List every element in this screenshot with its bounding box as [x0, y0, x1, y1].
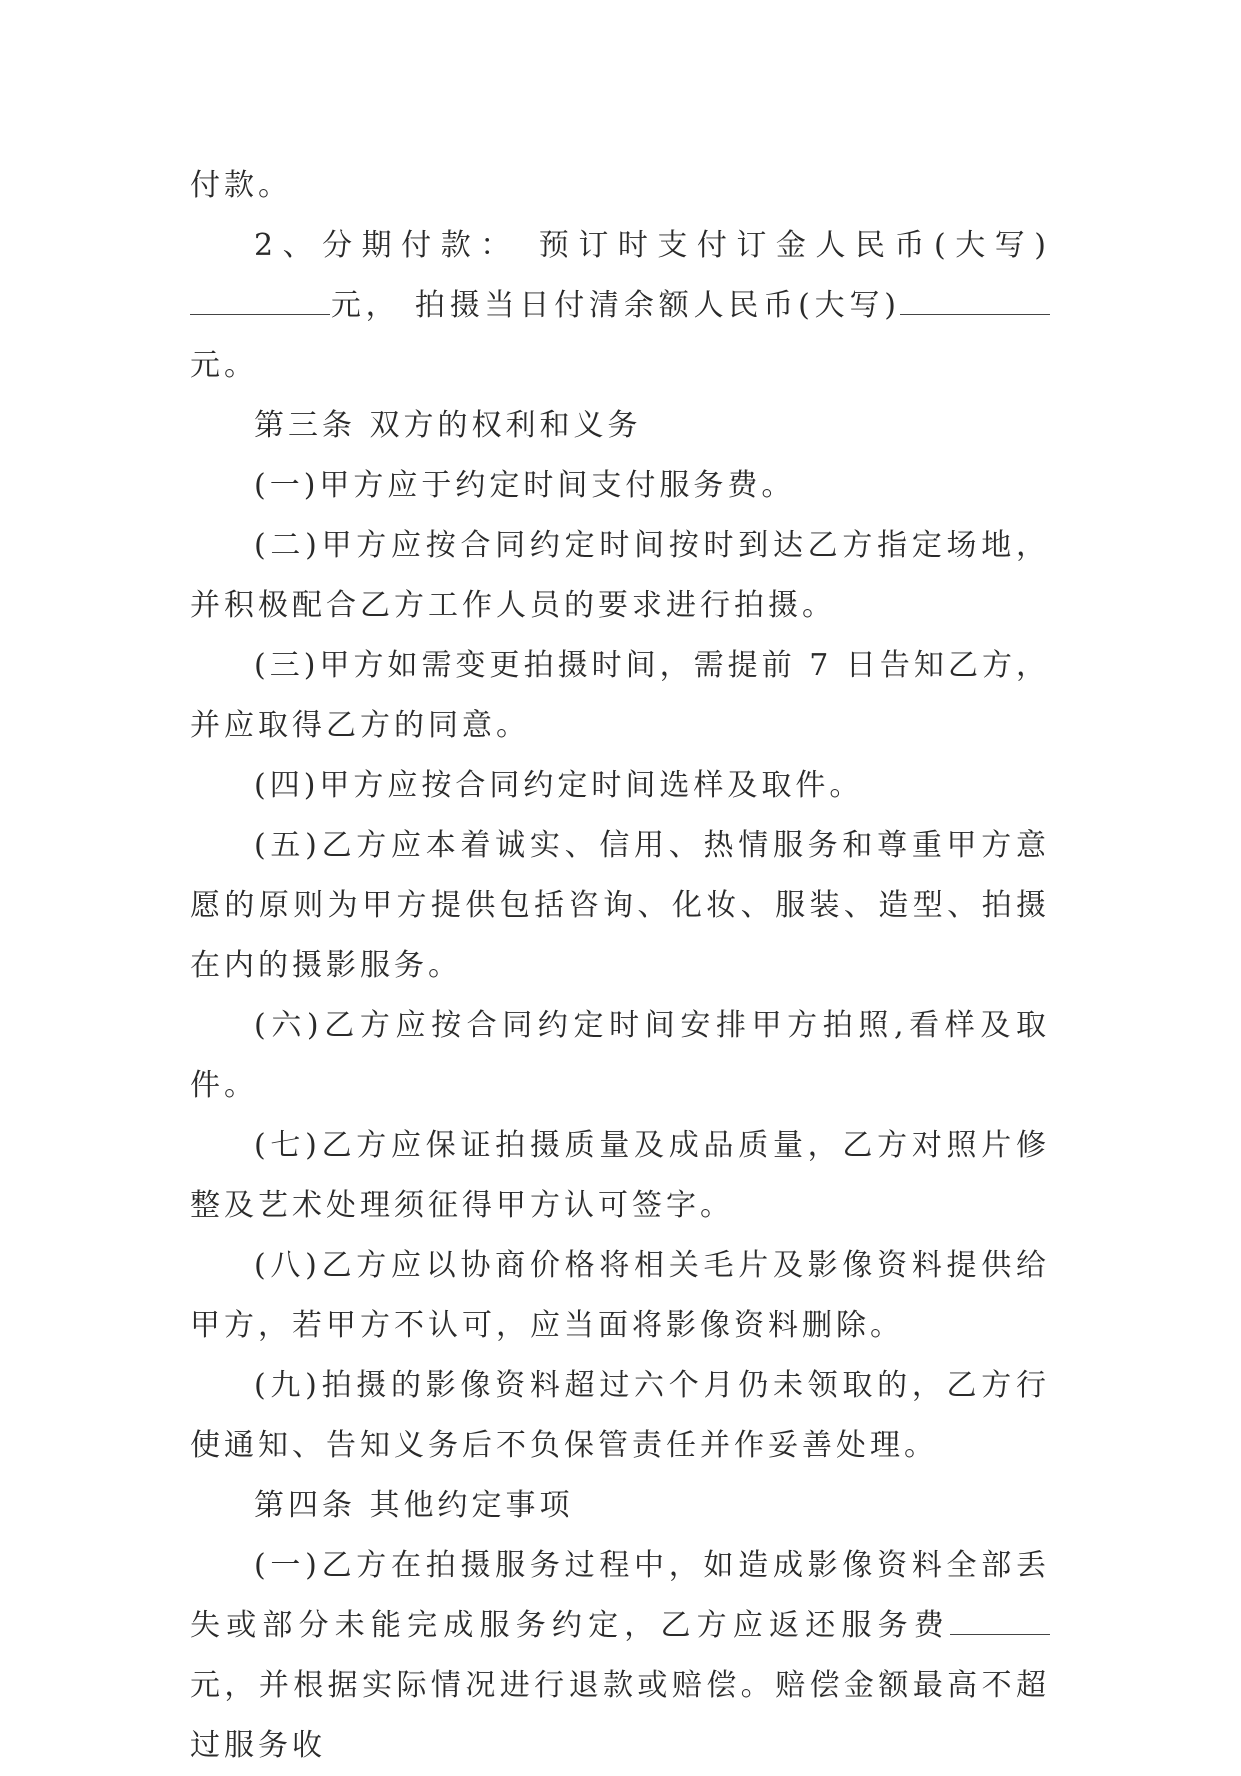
paragraph: (二)甲方应按合同约定时间按时到达乙方指定场地，并积极配合乙方工作人员的要求进行拍摄。: [190, 528, 1050, 623]
paragraph-text: 元。: [190, 348, 258, 383]
paragraph: (九)拍摄的影像资料超过六个月仍未领取的，乙方行使通知、告知义务后不负保管责任并作妥善处理。: [190, 1368, 1050, 1463]
paragraph: (五)乙方应本着诚实、信用、热情服务和尊重甲方意愿的原则为甲方提供包括咨询、化妆、服装、造型、拍摄在内的摄影服务。: [190, 828, 1050, 983]
refund-paragraph: [190, 1536, 1050, 1776]
paragraph: 付款。: [190, 168, 292, 203]
document-body: [190, 156, 1050, 1776]
payment-installment-paragraph: [190, 216, 1050, 396]
paragraph-text: (一)乙方在拍摄服务过程中，如造成影像资料全部丢失或部分未能完成服务约定，乙方应返还服务费: [190, 1548, 1050, 1643]
refund-amount-blank: [950, 1612, 1050, 1635]
paragraph: (一)甲方应于约定时间支付服务费。: [254, 468, 796, 503]
paragraph: (三)甲方如需变更拍摄时间，需提前 7 日告知乙方，并应取得乙方的同意。: [190, 648, 1050, 743]
paragraph-text: 元， 拍摄当日付清余额人民币(大写): [330, 288, 900, 323]
paragraph: (七)乙方应保证拍摄质量及成品质量，乙方对照片修整及艺术处理须征得甲方认可签字。: [190, 1128, 1050, 1223]
paragraph: (四)甲方应按合同约定时间选样及取件。: [254, 768, 864, 803]
balance-amount-blank: [900, 292, 1050, 315]
paragraph-text: 元，并根据实际情况进行退款或赔偿。赔偿金额最高不超过服务收: [190, 1668, 1050, 1763]
paragraph-text: 2、分期付款： 预订时支付订金人民币(大写): [254, 228, 1050, 263]
deposit-amount-blank: [190, 292, 330, 315]
paragraph: (六)乙方应按合同约定时间安排甲方拍照,看样及取件。: [190, 1008, 1050, 1103]
section-heading: 第四条 其他约定事项: [254, 1488, 574, 1523]
paragraph: (八)乙方应以协商价格将相关毛片及影像资料提供给甲方，若甲方不认可，应当面将影像资料删除。: [190, 1248, 1050, 1343]
section-heading: 第三条 双方的权利和义务: [254, 408, 642, 443]
